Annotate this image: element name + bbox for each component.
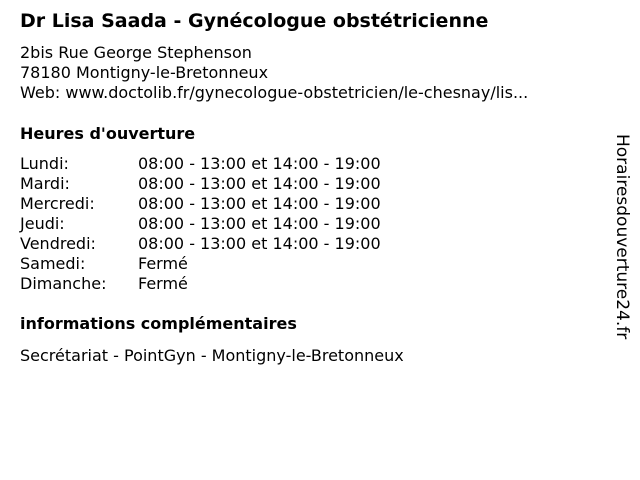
day-label: Vendredi: xyxy=(20,234,96,253)
hours-heading: Heures d'ouverture xyxy=(20,124,196,143)
time-value: Fermé xyxy=(138,254,188,273)
time-value: 08:00 - 13:00 et 14:00 - 19:00 xyxy=(138,234,381,253)
address-street: 2bis Rue George Stephenson xyxy=(20,43,252,62)
site-watermark: Horairesdouverture24.fr xyxy=(612,134,632,340)
website-link[interactable]: Web: www.doctolib.fr/gynecologue-obstetricien/le-chesnay/lis... xyxy=(20,83,529,102)
time-value: 08:00 - 13:00 et 14:00 - 19:00 xyxy=(138,194,381,213)
day-label: Dimanche: xyxy=(20,274,107,293)
day-label: Mercredi: xyxy=(20,194,95,213)
time-value: 08:00 - 13:00 et 14:00 - 19:00 xyxy=(138,214,381,233)
time-value: 08:00 - 13:00 et 14:00 - 19:00 xyxy=(138,154,381,173)
day-label: Samedi: xyxy=(20,254,86,273)
info-text: Secrétariat - PointGyn - Montigny-le-Bretonneux xyxy=(20,346,404,365)
address-city: 78180 Montigny-le-Bretonneux xyxy=(20,63,269,82)
time-value: Fermé xyxy=(138,274,188,293)
day-label: Mardi: xyxy=(20,174,70,193)
day-label: Lundi: xyxy=(20,154,69,173)
page-title: Dr Lisa Saada - Gynécologue obstétricienne xyxy=(20,10,489,32)
address-block xyxy=(20,43,528,103)
time-value: 08:00 - 13:00 et 14:00 - 19:00 xyxy=(138,174,381,193)
info-heading: informations complémentaires xyxy=(20,314,297,333)
day-label: Jeudi: xyxy=(20,214,65,233)
